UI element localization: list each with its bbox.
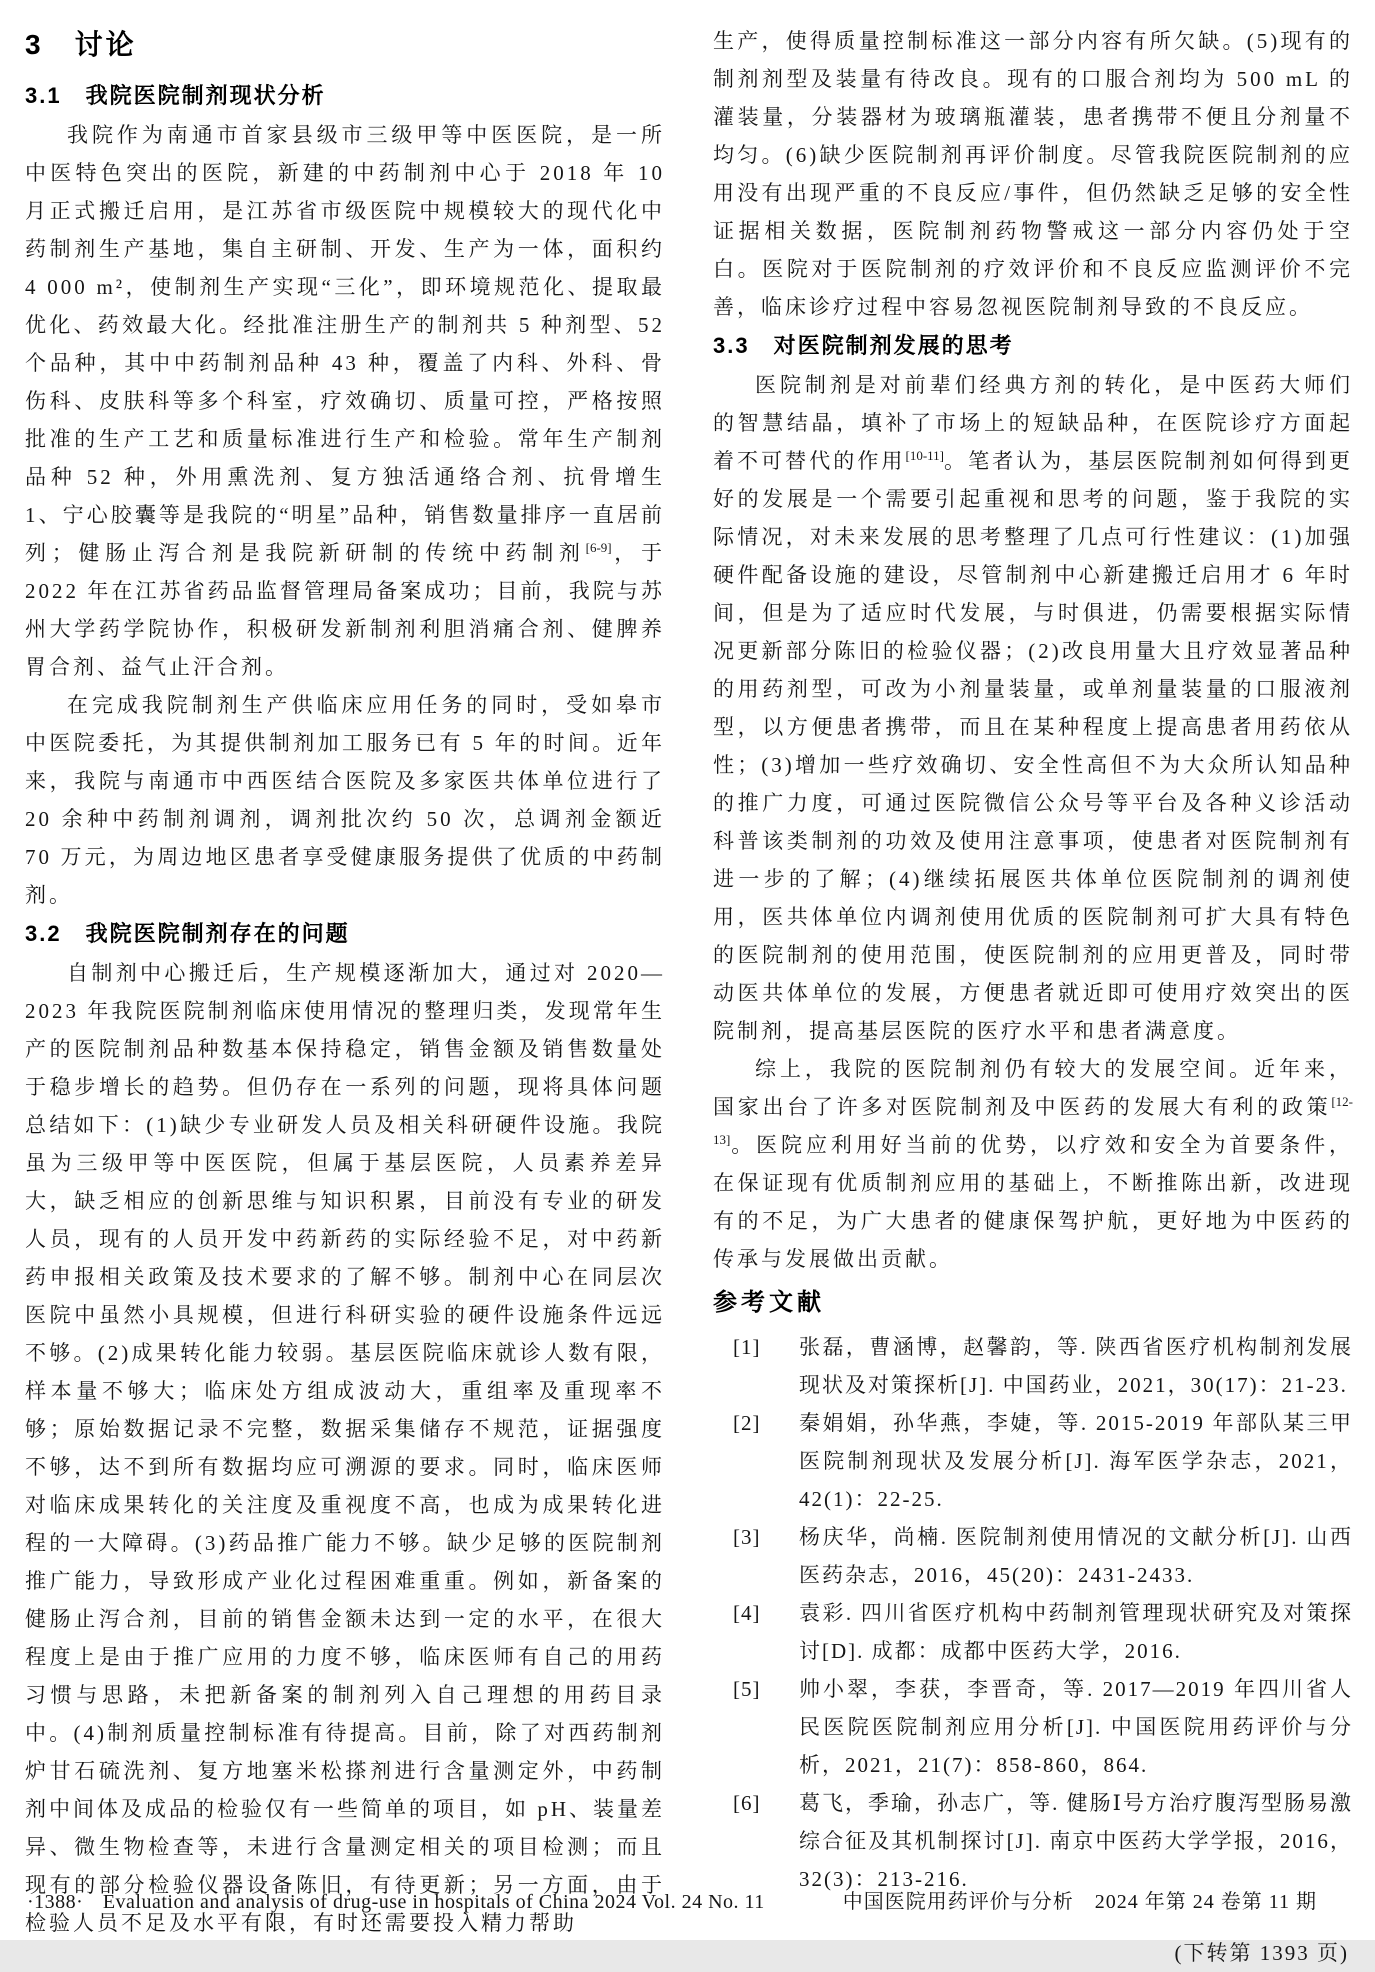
reference-item-6 — [713, 1784, 1353, 1898]
page-footer — [27, 1885, 1317, 1914]
paragraph-development-thoughts — [713, 366, 1353, 1050]
citation-superscript-12-13: [12-13] — [713, 1094, 1353, 1147]
paragraph-conclusion — [713, 1050, 1353, 1278]
reference-number: [5] — [733, 1677, 761, 1701]
footer-right — [843, 1885, 1317, 1914]
section-3-2-heading: 3.2 我院医院制剂存在的问题 — [25, 921, 350, 946]
paragraph-text: 。医院应利用好当前的优势，以疗效和安全为首要条件，在保证现有优质制剂应用的基础上，不断推陈出新，改进现有的不足，为广大患者的健康保驾护航，更好地为中医药的传承与发展做出贡献。 — [713, 1133, 1353, 1271]
reference-number: [3] — [733, 1525, 761, 1549]
journal-title-english: Evaluation and analysis of drug-use in hospitals of China 2024 Vol. 24 No. 11 — [102, 1891, 765, 1913]
reference-text: 葛飞，季瑜，孙志广，等. 健肠Ⅰ号方治疗腹泻型肠易激综合征及其机制探讨[J]. 南京中医药大学学报，2016，32(3)：213-216. — [799, 1791, 1353, 1891]
reference-text: 秦娟娟，孙华燕，李婕，等. 2015-2019 年部队某三甲医院制剂现状及发展分析[J]. 海军医学杂志，2021，42(1)：22-25. — [799, 1411, 1353, 1511]
reference-item-2 — [713, 1404, 1353, 1518]
reference-text: 帅小翠，李获，李晋奇，等. 2017—2019 年四川省人民医院医院制剂应用分析[J]. 中国医院用药评价与分析，2021，21(7)：858-860，864. — [799, 1677, 1353, 1777]
reference-number: [1] — [733, 1335, 761, 1359]
paragraph-text: 我院作为南通市首家县级市三级甲等中医医院，是一所中医特色突出的医院，新建的中药制剂中心于 2018 年 10 月正式搬迁启用，是江苏省市级医院中规模较大的现代化中药制剂生产基地，集自主研制、开发、生产为一体，面积约 4 000 m²，使制剂生产实现“三化”，即环境规范化、提取最优化、药效最大化。经批准注册生产的制剂共 5 种剂型、52 个品种，其中中药制剂品种 43 种，覆盖了内科、外科、骨伤科、皮肤科等多个科室，疗效确切、质量可控，严格按照批准的生产工艺和质量标准进行生产和检验。常年生产制剂品种 52 种，外用熏洗剂、复方独活通络合剂、抗骨增生 1、宁心胶囊等是我院的“明星”品种，销售数量排序一直居前列；健肠止泻合剂是我院新研制的传统中药制剂 — [25, 123, 665, 565]
reference-number: [6] — [733, 1791, 761, 1815]
page-number: ·1388· — [27, 1891, 84, 1913]
section-3-1-heading: 3.1 我院医院制剂现状分析 — [25, 83, 326, 108]
paragraph-text: ，于 2022 年在江苏省药品监督管理局备案成功；目前，我院与苏州大学药学院协作，积极研发新制剂利胆消痛合剂、健脾养胃合剂、益气止汗合剂。 — [25, 541, 666, 679]
reference-text: 杨庆华，尚楠. 医院制剂使用情况的文献分析[J]. 山西医药杂志，2016，45(20)：2431-2433. — [799, 1525, 1353, 1587]
paragraph-status-analysis-1 — [25, 116, 665, 686]
reference-item-3 — [713, 1518, 1353, 1594]
journal-title-chinese: 中国医院用药评价与分析 2024 年第 24 卷第 11 期 — [842, 1891, 1317, 1913]
reference-item-4 — [713, 1594, 1353, 1670]
references-heading: 参考文献 — [713, 1289, 825, 1316]
section-3-heading: 3 讨论 — [25, 29, 137, 60]
reference-item-1 — [713, 1328, 1353, 1404]
footer-left — [27, 1891, 779, 1914]
left-column — [25, 22, 665, 1942]
paragraph-text: 医院制剂是对前辈们经典方剂的转化，是中医药大师们的智慧结晶，填补了市场上的短缺品种，在医院诊疗方面起着不可替代的作用 — [713, 373, 1353, 473]
reference-text: 袁彩. 四川省医疗机构中药制剂管理现状研究及对策探讨[D]. 成都：成都中医药大学，2016. — [799, 1601, 1353, 1663]
reference-text: 张磊，曹涵博，赵馨韵，等. 陕西省医疗机构制剂发展现状及对策探析[J]. 中国药业，2021，30(17)：21-23. — [799, 1335, 1353, 1397]
paragraph-text: 。笔者认为，基层医院制剂如何得到更好的发展是一个需要引起重视和思考的问题，鉴于我院的实际情况，对未来发展的思考整理了几点可行性建议：(1)加强硬件配备设施的建设，尽管制剂中心新建搬迁启用才 6 年时间，但是为了适应时代发展，与时俱进，仍需要根据实际情况更新部分陈旧的检验仪器；(2)改良用量大且疗效显著品种的用药剂型，可改为小剂量装量，或单剂量装量的口服液剂型，以方便患者携带，而且在某种程度上提高患者用药依从性；(3)增加一些疗效确切、安全性高但不为大众所认知品种的推广力度，可通过医院微信公众号等平台及各种义诊活动科普该类制剂的功效及使用注意事项，使患者对医院制剂有进一步的了解；(4)继续拓展医共体单位医院制剂的调剂使用，医共体单位内调剂使用优质的医院制剂可扩大具有特色的医院制剂的使用范围，使医院制剂的应用更普及，同时带动医共体单位的发展，方便患者就近即可使用疗效突出的医院制剂，提高基层医院的医疗水平和患者满意度。 — [713, 449, 1354, 1043]
paragraph-problems-left: 自制剂中心搬迁后，生产规模逐渐加大，通过对 2020—2023 年我院医院制剂临床使用情况的整理归类，发现常年生产的医院制剂品种数基本保持稳定，销售金额及销售数量处于稳步增长的趋势。但仍存在一系列的问题，现将具体问题总结如下：(1)缺少专业研发人员及相关科研硬件设施。我院虽为三级甲等中医医院，但属于基层医院，人员素养差异大，缺乏相应的创新思维与知识积累，目前没有专业的研发人员，现有的人员开发中药新药的实际经验不足，对中药新药申报相关政策及技术要求的了解不够。制剂中心在同层次医院中虽然小具规模，但进行科研实验的硬件设施条件远远不够。(2)成果转化能力较弱。基层医院临床就诊人数有限，样本量不够大；临床处方组成波动大，重组率及重现率不够；原始数据记录不完整，数据采集储存不规范，证据强度不够，达不到所有数据均应可溯源的要求。同时，临床医师对临床成果转化的关注度及重视度不高，也成为成果转化进程的一大障碍。(3)药品推广能力不够。缺少足够的医院制剂推广能力，导致形成产业化过程困难重重。例如，新备案的健肠止泻合剂，目前的销售金额未达到一定的水平，在很大程度上是由于推广应用的力度不够，临床医师有自己的用药习惯与思路，未把新备案的制剂列入自己理想的用药目录中。(4)制剂质量控制标准有待提高。目前，除了对西药制剂炉甘石硫洗剂、复方地塞米松搽剂进行含量测定外，中药制剂中间体及成品的检验仅有一些简单的项目，如 pH、装量差异、微生物检查等，未进行含量测定相关的项目检测；而且现有的部分检验仪器设备陈旧，有待更新；另一方面，由于检验人员不足及水平有限，有时还需要投入精力帮助 — [25, 961, 665, 1935]
section-3-3-heading: 3.3 对医院制剂发展的思考 — [713, 333, 1014, 358]
paragraph-text: 综上，我院的医院制剂仍有较大的发展空间。近年来，国家出台了许多对医院制剂及中医药的发展大有利的政策 — [713, 1057, 1353, 1119]
citation-superscript-6-9: [6-9] — [585, 540, 612, 555]
citation-superscript-10-11: [10-11] — [905, 448, 944, 463]
paragraph-status-analysis-2: 在完成我院制剂生产供临床应用任务的同时，受如皋市中医院委托，为其提供制剂加工服务已有 5 年的时间。近年来，我院与南通市中西医结合医院及多家医共体单位进行了 20 余种中药制剂调剂，调剂批次约 50 次，总调剂金额近 70 万元，为周边地区患者享受健康服务提供了优质的中药制剂。 — [25, 693, 665, 907]
paragraph-problems-continued: 生产，使得质量控制标准这一部分内容有所欠缺。(5)现有的制剂剂型及装量有待改良。现有的口服合剂均为 500 mL 的灌装量，分装器材为玻璃瓶灌装，患者携带不便且分剂量不均匀。(6)缺少医院制剂再评价制度。尽管我院医院制剂的应用没有出现严重的不良反应/事件，但仍然缺乏足够的安全性证据相关数据，医院制剂药物警戒这一部分内容仍处于空白。医院对于医院制剂的疗效评价和不良反应监测评价不完善，临床诊疗过程中容易忽视医院制剂导致的不良反应。 — [713, 29, 1353, 319]
reference-number: [2] — [733, 1411, 761, 1435]
continuation-note: (下转第 1393 页) — [1174, 1941, 1349, 1965]
reference-number: [4] — [733, 1601, 761, 1625]
reference-item-5 — [713, 1670, 1353, 1784]
right-column — [713, 22, 1353, 1972]
